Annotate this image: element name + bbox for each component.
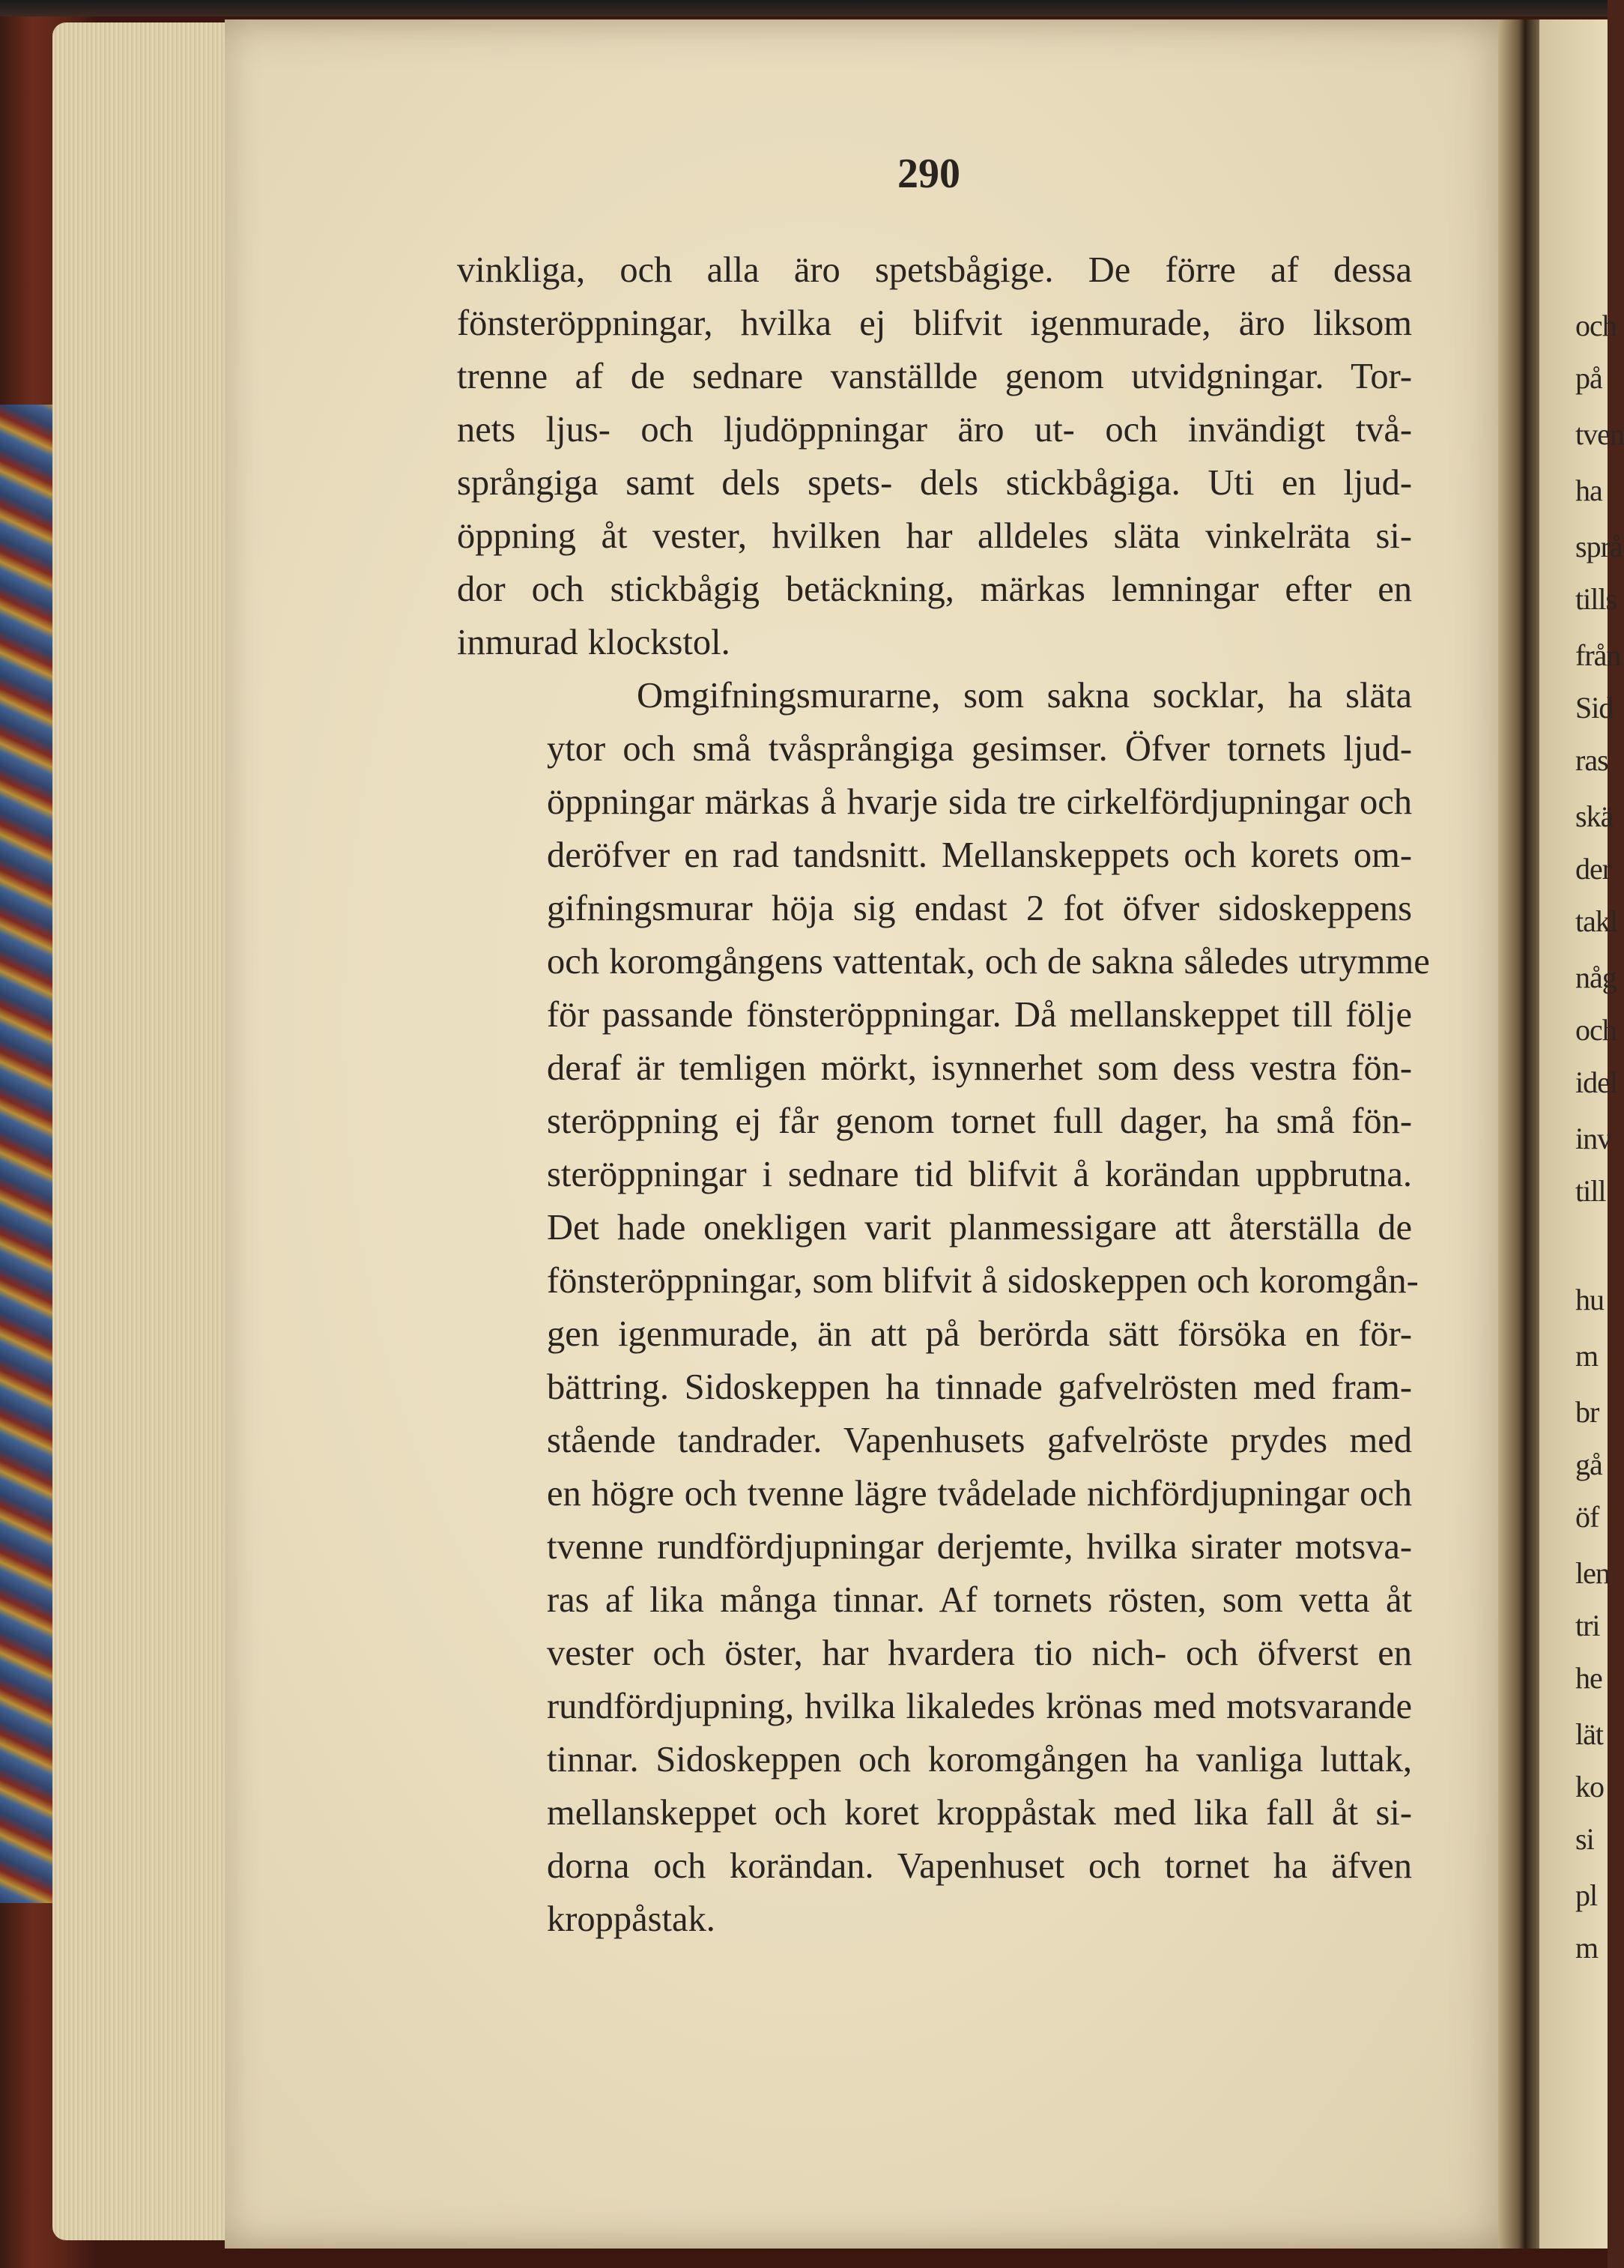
text-line: gen igenmurade, än att på berörda sätt försöka en för- (547, 1314, 1412, 1354)
facing-page-fragment: från (1575, 638, 1621, 672)
text-line: Det hade onekligen varit planmessigare att återställa de (547, 1208, 1412, 1248)
facing-page-fragment: och (1575, 1013, 1617, 1047)
text-line: stående tandrader. Vapenhusets gafvelröste prydes med (547, 1421, 1412, 1460)
text-line: Omgifningsmurarne, som sakna socklar, ha släta (637, 676, 1412, 716)
text-line: ras af lika många tinnar. Af tornets rösten, som vetta åt (547, 1580, 1412, 1620)
text-line: ytor och små tvåsprångiga gesimser. Öfver tornets ljud- (547, 729, 1412, 769)
facing-page-fragment: lät (1575, 1717, 1603, 1751)
text-line: fönsteröppningar, som blifvit å sidoskeppen och koromgån- (547, 1261, 1419, 1301)
facing-page-fragment: m (1575, 1339, 1599, 1373)
facing-page-fragment: takl (1575, 904, 1617, 938)
text-line: bättring. Sidoskeppen ha tinnade gafvelrösten med fram- (547, 1367, 1412, 1407)
text-line: fönsteröppningar, hvilka ej blifvit igenmurade, äro liksom (457, 303, 1412, 343)
text-line: steröppning ej får genom tornet full dager, ha små fön- (547, 1101, 1412, 1141)
text-line: trenne af de sednare vanställde genom utvidgningar. Tor- (457, 357, 1412, 396)
marbled-board-edge (0, 405, 54, 1903)
text-line: kroppåstak. (547, 1899, 715, 1939)
facing-page-fragment: tills (1575, 582, 1617, 616)
text-line: deraf är temligen mörkt, isynnerhet som dess vestra fön- (547, 1048, 1412, 1088)
facing-page-fragment: he (1575, 1661, 1602, 1695)
facing-page-fragment: ko (1575, 1770, 1604, 1803)
facing-page-fragment: Sid (1575, 691, 1614, 725)
text-line: öppningar märkas å hvarje sida tre cirkelfördjupningar och (547, 782, 1412, 822)
facing-page-fragment: idel (1575, 1065, 1617, 1099)
facing-page-fragment: skä (1575, 799, 1614, 833)
facing-page-fragment: ha (1575, 474, 1602, 507)
facing-page-fragment: si (1575, 1822, 1594, 1856)
facing-page-fragment: len (1575, 1556, 1610, 1590)
facing-page-fragment: tven (1575, 417, 1624, 451)
text-line: och koromgångens vattentak, och de sakna således utrymme (547, 942, 1430, 982)
facing-page-fragment: hu (1575, 1283, 1604, 1316)
text-line: dor och stickbågig betäckning, märkas lemningar efter en (457, 569, 1412, 609)
facing-page-fragment: m (1575, 1931, 1599, 1965)
book-top-edge (0, 0, 1608, 16)
facing-page-fragment: br (1575, 1395, 1599, 1429)
paragraph (457, 669, 1430, 1946)
facing-page-fragment: der (1575, 852, 1612, 886)
facing-page-fragment: pl (1575, 1878, 1598, 1912)
text-line: tvenne rundfördjupningar derjemte, hvilka sirater motsva- (547, 1527, 1412, 1567)
facing-page-fragment: och (1575, 309, 1617, 342)
facing-page-fragment: någ (1575, 961, 1617, 994)
text-line: vester och öster, har hvardera tio nich- och öfverst en (547, 1633, 1412, 1673)
text-line: rundfördjupning, hvilka likaledes krönas med motsvarande (547, 1687, 1412, 1726)
text-line: deröfver en rad tandsnitt. Mellanskeppets och korets om- (547, 835, 1412, 875)
text-line: steröppningar i sednare tid blifvit å korändan uppbrutna. (547, 1155, 1412, 1194)
facing-page-fragment: ras (1575, 743, 1608, 777)
facing-page-fragment: tri (1575, 1609, 1600, 1642)
text-line: för passande fönsteröppningar. Då mellanskeppet till följe (547, 995, 1412, 1035)
body-text (457, 244, 1430, 1946)
facing-page-fragment: till (1575, 1174, 1606, 1208)
text-line: tinnar. Sidoskeppen och koromgången ha vanliga luttak, (547, 1740, 1412, 1779)
page-block-edge (52, 22, 232, 2240)
facing-page-fragment: på (1575, 361, 1602, 395)
facing-page-fragment: språ (1575, 530, 1623, 563)
text-line: inmurad klockstol. (457, 623, 730, 662)
page-number: 290 (897, 151, 960, 197)
text-line: gifningsmurar höja sig endast 2 fot öfver sidoskeppens (547, 889, 1412, 928)
text-line: språngiga samt dels spets- dels stickbågiga. Uti en ljud- (457, 463, 1412, 503)
facing-page-fragment: öf (1575, 1500, 1599, 1534)
facing-page-fragment: gå (1575, 1448, 1602, 1481)
facing-page (1539, 19, 1624, 2249)
paragraph (457, 244, 1412, 669)
text-line: vinkliga, och alla äro spetsbågige. De förre af dessa (457, 250, 1412, 290)
text-line: nets ljus- och ljudöppningar äro ut- och invändigt två- (457, 410, 1412, 450)
text-line: öppning åt vester, hvilken har alldeles släta vinkelräta si- (457, 516, 1412, 556)
text-line: en högre och tvenne lägre tvådelade nichfördjupningar och (547, 1474, 1412, 1513)
text-line: dorna och korändan. Vapenhuset och tornet ha äfven (547, 1846, 1412, 1886)
facing-page-fragment: inv (1575, 1122, 1612, 1155)
text-line: mellanskeppet och koret kroppåstak med lika fall åt si- (547, 1793, 1412, 1833)
book-gutter (1498, 19, 1543, 2249)
